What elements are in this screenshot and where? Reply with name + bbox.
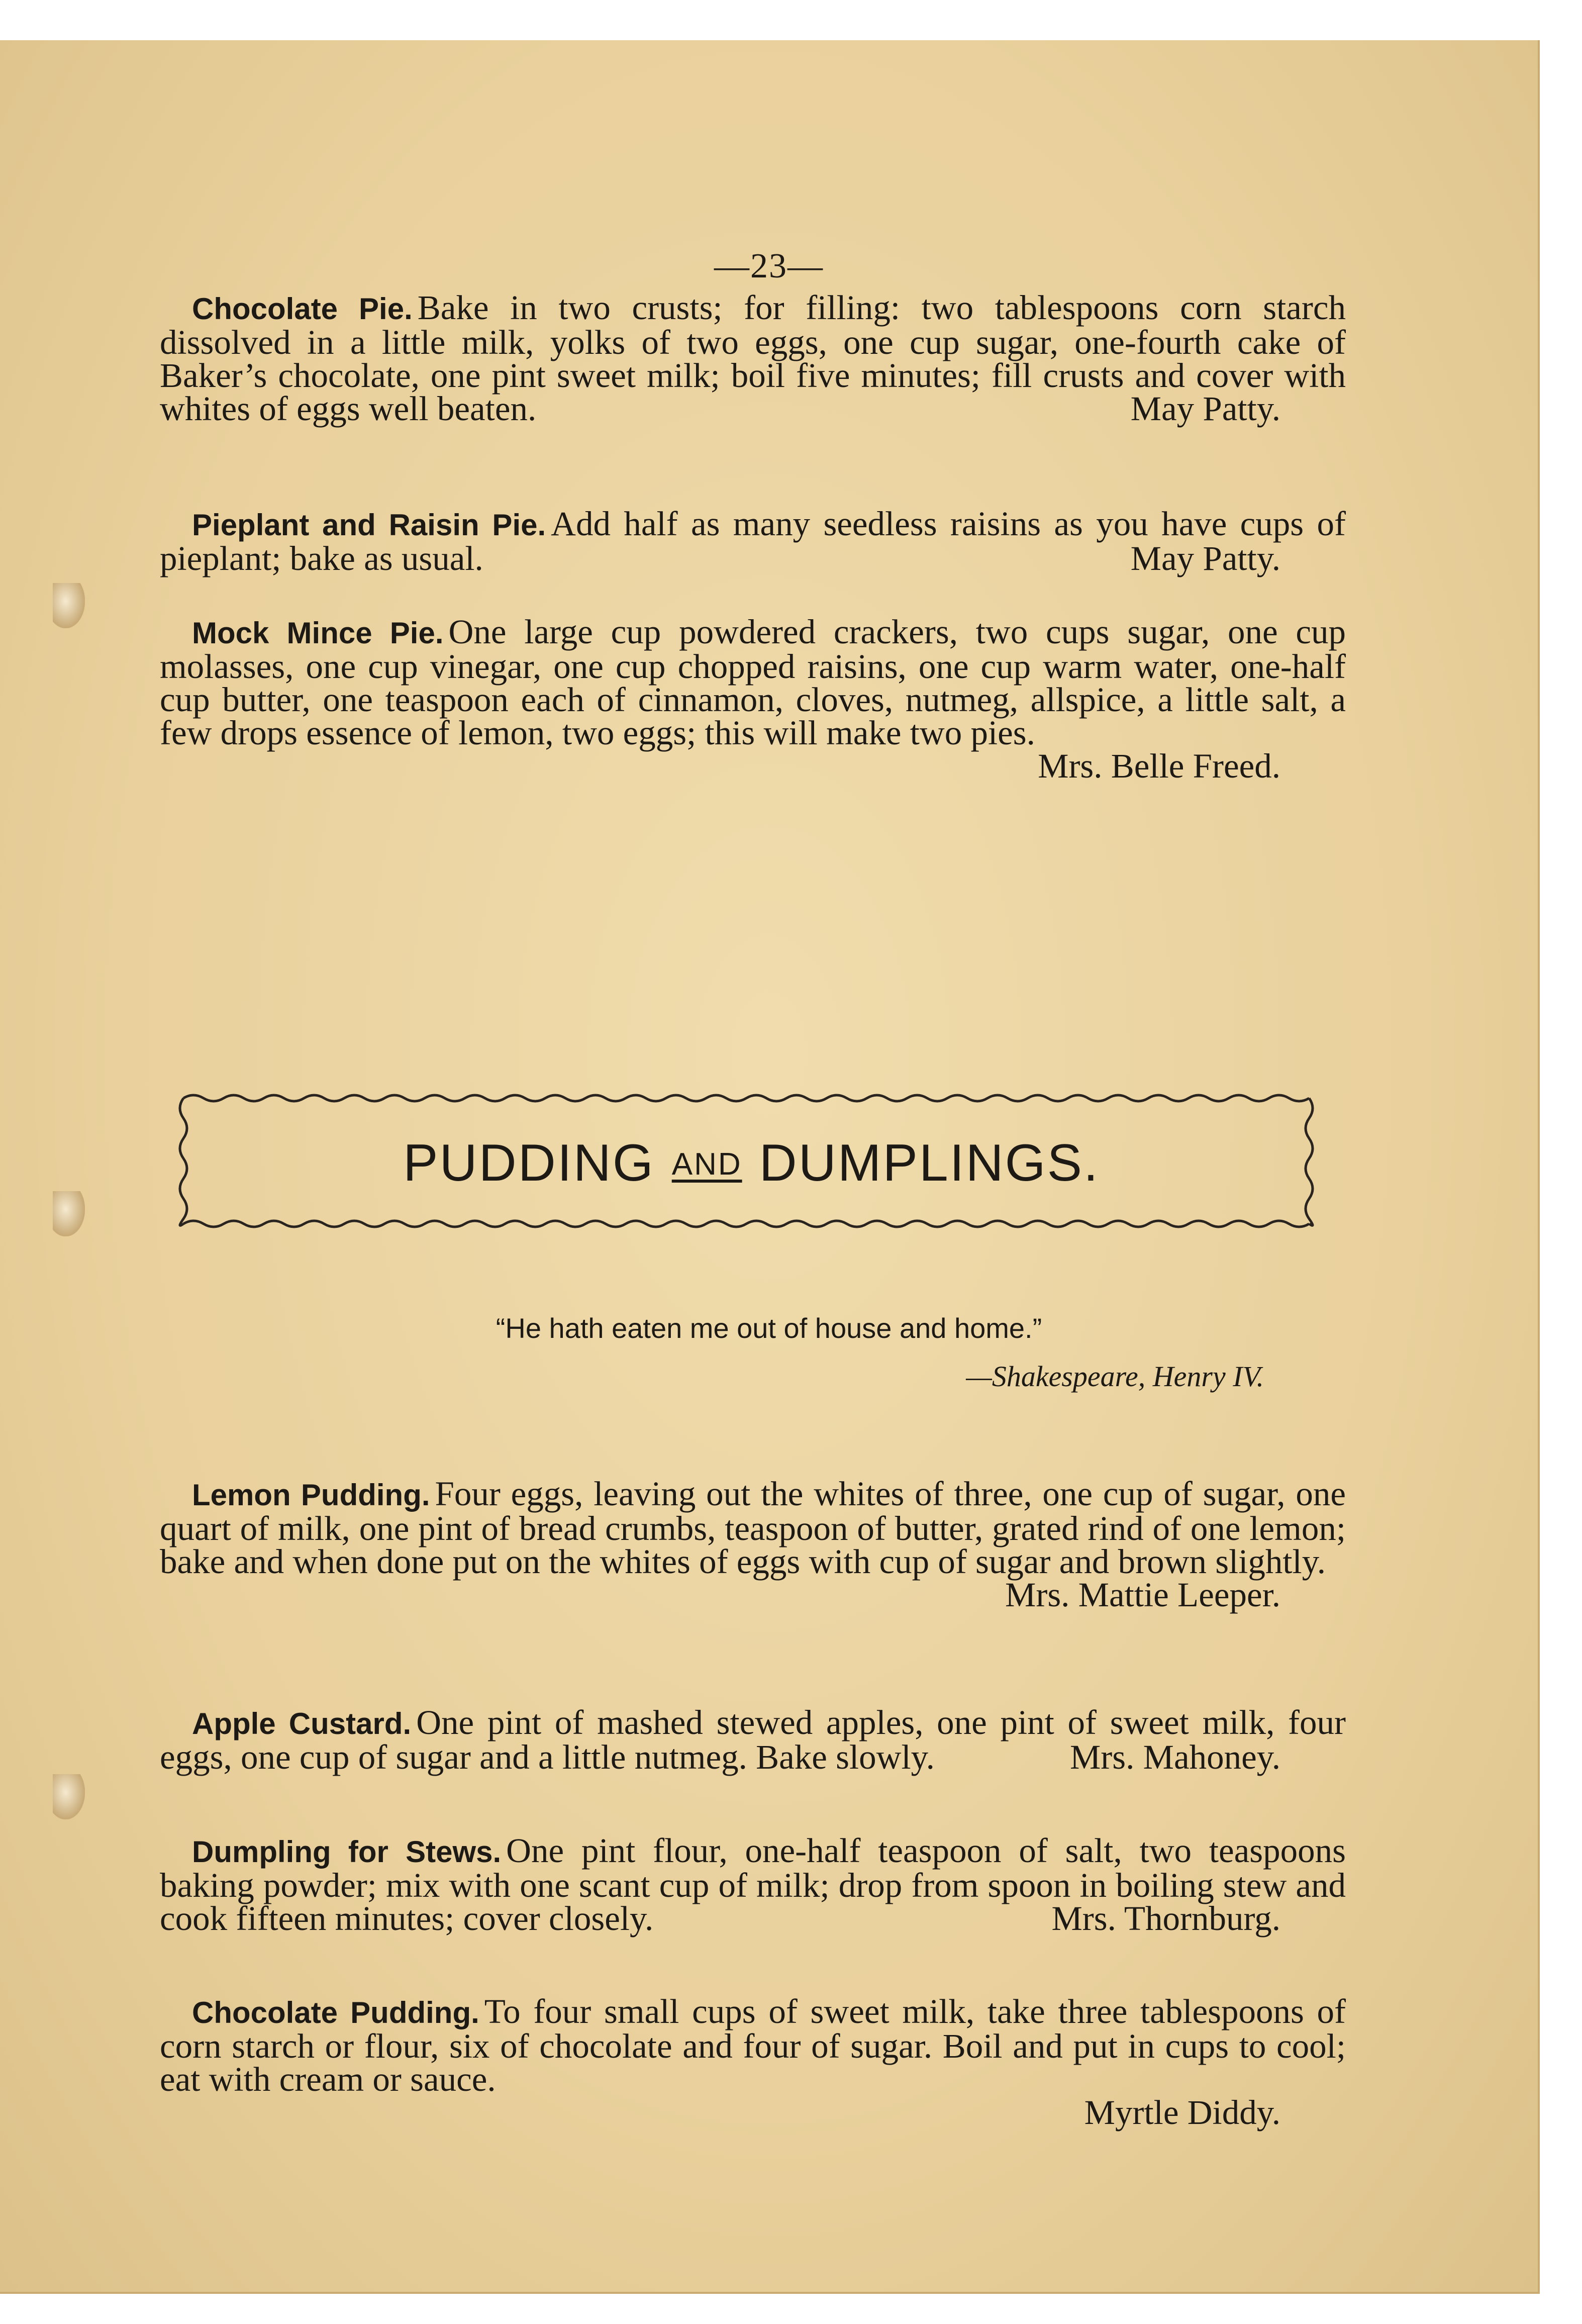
recipe-lemon-pudding <box>160 1475 1346 1614</box>
recipe-author: Mrs. Thornburg. <box>1051 1899 1280 1938</box>
recipe-body: One pint flour, one-half teaspoon of salt, two teaspoons baking powder; mix with one scant cup of milk; drop from spoon in boiling stew and cook fifteen minutes; cover closely. <box>160 1831 1346 1938</box>
recipe-title: Lemon Pudding. <box>192 1478 430 1512</box>
section-title-word: PUDDING <box>403 1134 655 1192</box>
recipe-body: Four eggs, leaving out the whites of three, one cup of sugar, one quart of milk, one pint of bread crumbs, teaspoon of butter, grated rind of one lemon; bake and when done put on the whites of eggs with cup of sugar and brown slightly. <box>160 1475 1346 1581</box>
recipe-author: May Patty. <box>1130 390 1280 428</box>
recipe-chocolate-pudding <box>160 1992 1346 2132</box>
recipe-body: Add half as many seedless raisins as you have cups of pieplant; bake as usual. <box>160 505 1346 577</box>
page-number: —23— <box>714 247 824 285</box>
recipe-mock-mince-pie <box>160 615 1346 783</box>
epigraph-quote: “He hath eaten me out of house and home.” <box>496 1312 1042 1344</box>
epigraph-attribution: —Shakespeare, Henry IV. <box>966 1360 1264 1393</box>
recipe-title: Mock Mince Pie. <box>192 616 444 650</box>
recipe-body: To four small cups of sweet milk, take three tablespoons of corn starch or flour, six of chocolate and four of sugar. Boil and put in cups to cool; eat with cream or sauce. <box>160 1992 1346 2098</box>
recipe-pieplant-raisin-pie <box>160 507 1346 575</box>
section-title-word: AND <box>671 1147 742 1182</box>
recipe-chocolate-pie <box>160 288 1346 428</box>
recipe-title: Chocolate Pie. <box>192 292 413 326</box>
recipe-title: Chocolate Pudding. <box>192 1996 479 2029</box>
recipe-title: Apple Custard. <box>192 1707 412 1740</box>
recipe-title: Pieplant and Raisin Pie. <box>192 508 546 542</box>
recipe-body: Bake in two crusts; for filling: two tablespoons corn starch dissolved in a little milk, yolks of two eggs, one cup sugar, one-fourth cake of Baker’s chocolate, one pint sweet milk; boil five minutes; fill crusts and cover with whites of eggs well beaten. <box>160 288 1346 428</box>
section-banner <box>173 1086 1329 1236</box>
recipe-body: One pint of mashed stewed apples, one pint of sweet milk, four eggs, one cup of sugar and a little nutmeg. Bake slowly. <box>160 1703 1346 1776</box>
recipe-author: May Patty. <box>1130 539 1280 577</box>
recipe-body: One large cup powdered crackers, two cups sugar, one cup molasses, one cup vinegar, one cup chopped raisins, one cup warm water, one-half cup butter, one teaspoon each of cinnamon, cloves, nutmeg, allspice, a little salt, a few drops essence of lemon, two eggs; this will make two pies. <box>160 613 1346 752</box>
binding-hole <box>53 1774 85 1819</box>
binding-hole <box>53 1191 85 1236</box>
recipe-author: Mrs. Mattie Leeper. <box>1005 1576 1280 1614</box>
binding-hole <box>53 583 85 628</box>
book-page <box>0 40 1540 2294</box>
recipe-dumpling-for-stews <box>160 1831 1346 1938</box>
recipe-apple-custard <box>160 1703 1346 1776</box>
recipe-title: Dumpling for Stews. <box>192 1835 502 1869</box>
section-title-word: DUMPLINGS. <box>759 1134 1100 1192</box>
recipe-author: Mrs. Belle Freed. <box>1038 747 1280 785</box>
recipe-author: Mrs. Mahoney. <box>1069 1738 1280 1776</box>
section-title <box>173 1133 1329 1193</box>
recipe-author: Myrtle Diddy. <box>1084 2093 1280 2132</box>
